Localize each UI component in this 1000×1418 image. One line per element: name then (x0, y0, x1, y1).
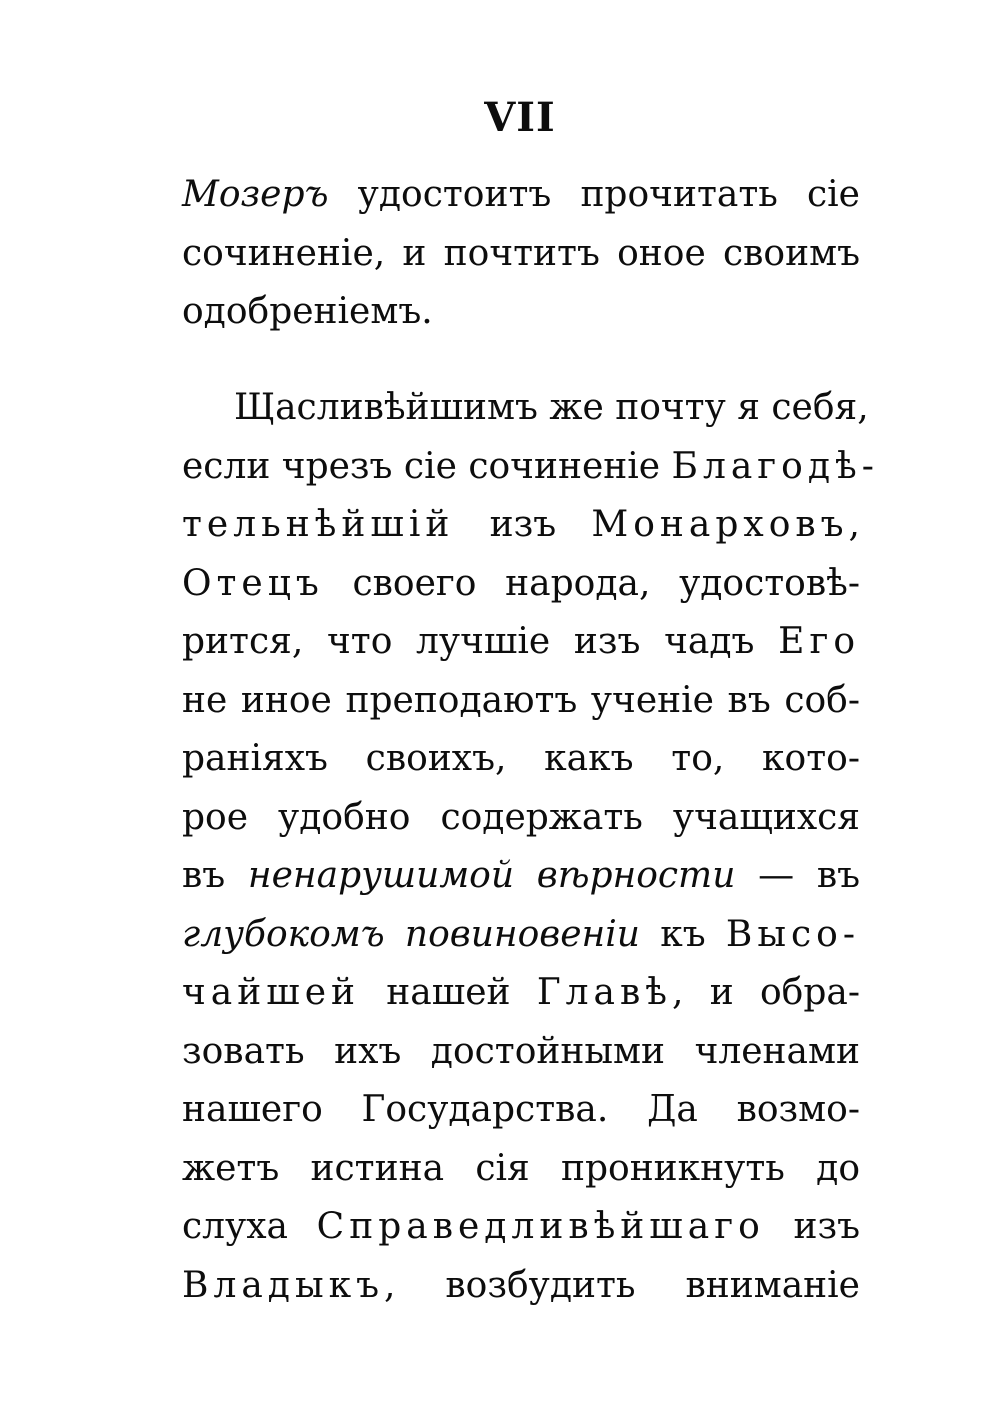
text-line (182, 166, 860, 225)
text-run: удостоитъ прочитать сіе (328, 174, 860, 215)
page-number: VII (484, 94, 556, 141)
text-run-spaced: Справедливѣйшаго (316, 1206, 765, 1247)
paragraph-2 (182, 379, 879, 1315)
text-run-italic: глубокомъ повиновеніи (182, 913, 640, 955)
text-run: нашего Государства. Да возмо- (182, 1089, 860, 1130)
text-run: нашей (360, 972, 537, 1013)
text-run-spaced: Владыкъ (182, 1264, 385, 1306)
text-line (182, 730, 860, 789)
text-run: слуха (182, 1206, 317, 1247)
text-line (182, 1198, 860, 1257)
text-line (182, 1140, 860, 1199)
text-run: зовать ихъ достойными членами (182, 1030, 860, 1072)
text-run: , возбудить вниманіе (384, 1264, 860, 1306)
text-run: изъ (454, 504, 592, 545)
text-run: не иное преподаютъ ученіе въ соб- (182, 679, 860, 721)
text-run: одобреніемъ. (182, 291, 433, 332)
text-run: сочиненіе, и почтитъ оное своимъ (182, 232, 860, 274)
text-run-spaced: Его (778, 621, 860, 662)
text-run-spaced: тельнѣйшій (182, 504, 455, 545)
text-run-italic: Мозеръ (182, 174, 329, 215)
text-run-spaced: Отецъ (182, 562, 324, 604)
text-run: рое удобно содержать учащихся (182, 796, 860, 838)
text-run: къ (639, 913, 726, 955)
text-run-spaced: Высо- (725, 913, 860, 955)
text-run: изъ (764, 1206, 860, 1247)
text-line (182, 438, 879, 497)
text-run: если чрезъ сіе сочиненіе (182, 445, 672, 487)
text-line (182, 1257, 860, 1316)
text-run-spaced: Благодѣ- (671, 445, 879, 487)
text-run: Щасливѣйшимъ же почту я себя, (234, 387, 869, 428)
text-line (182, 225, 860, 284)
text-line (182, 379, 869, 438)
text-run: , (848, 504, 860, 545)
text-run: — въ (735, 855, 860, 896)
text-line (182, 906, 860, 965)
text-line (182, 789, 860, 848)
text-run: , и обра- (671, 972, 860, 1013)
text-run: своего народа, удостовѣ- (323, 562, 860, 604)
text-line (182, 964, 860, 1023)
text-run-spaced: чайшей (182, 972, 361, 1013)
text-run: въ (182, 855, 248, 896)
text-line (182, 1081, 860, 1140)
paragraph-1 (182, 166, 860, 342)
text-line (182, 672, 860, 731)
text-line (182, 283, 860, 342)
text-line (182, 496, 860, 555)
text-run: рится, что лучшіе изъ чадъ (182, 621, 779, 662)
text-run-italic: ненарушимой вѣрности (247, 855, 736, 896)
text-run-spaced: Главѣ (536, 972, 672, 1013)
text-line (182, 1023, 860, 1082)
text-run: раніяхъ своихъ, какъ то, кото- (182, 738, 860, 779)
text-line (182, 555, 860, 614)
text-line (182, 847, 860, 906)
text-run: жетъ истина сія проникнуть до (182, 1147, 860, 1189)
text-run-spaced: Монарховъ (591, 504, 849, 545)
text-line (182, 613, 860, 672)
